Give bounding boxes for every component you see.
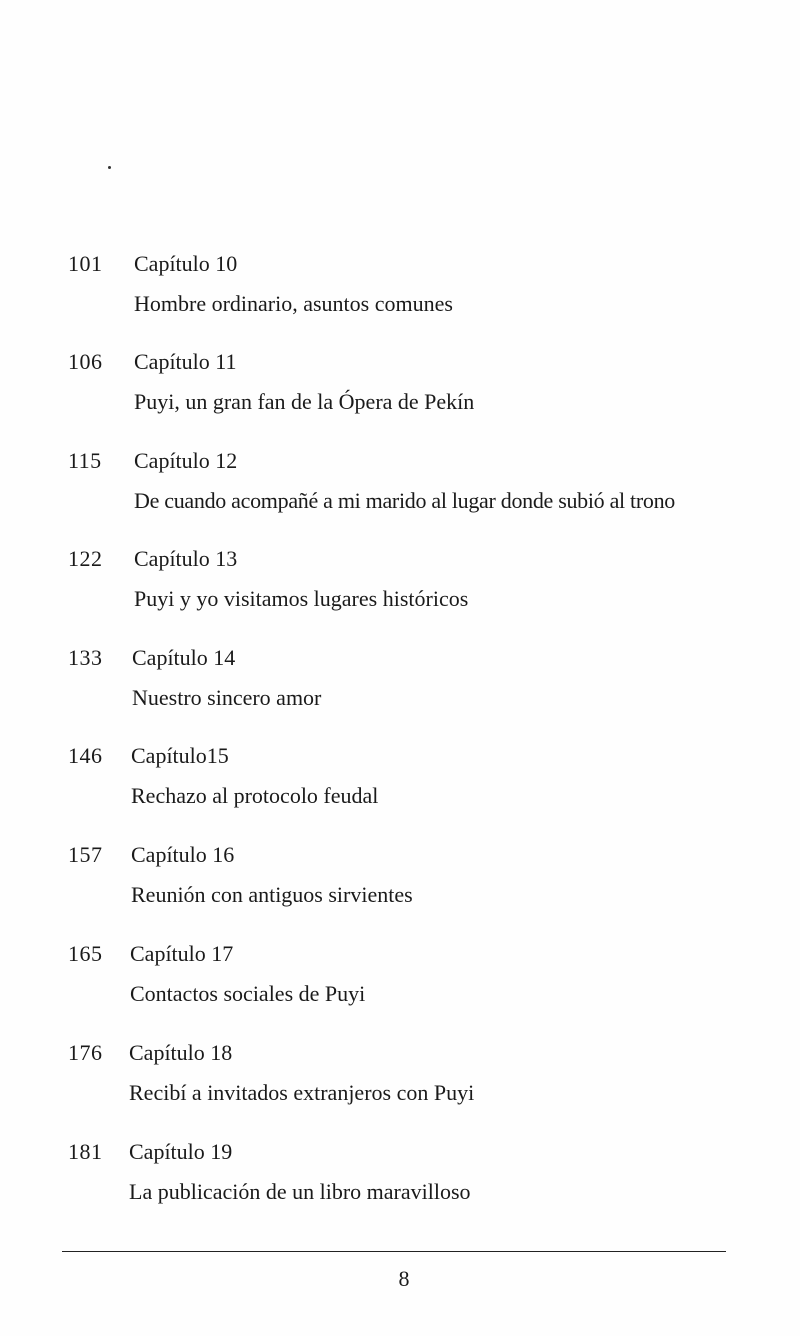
toc-chapter-label: Capítulo 10 [134,251,238,276]
toc-entry [0,349,800,439]
toc-chapter-label: Capítulo 18 [129,1040,233,1065]
toc-chapter-label: Capítulo 11 [134,349,237,374]
toc-entry [0,743,800,833]
toc-entry [0,448,800,538]
toc-chapter-title: Puyi y yo visitamos lugares históricos [134,586,469,611]
toc-entry [0,1040,800,1130]
toc-entry [0,842,800,932]
toc-chapter-title: La publicación de un libro maravilloso [129,1179,471,1204]
toc-page-number: 146 [68,743,103,768]
toc-chapter-label: Capítulo 19 [129,1139,233,1164]
toc-chapter-label: Capítulo15 [131,743,229,768]
toc-chapter-title: Reunión con antiguos sirvientes [131,882,413,907]
toc-entry [0,251,800,341]
toc-page-number: 165 [68,941,103,966]
toc-chapter-label: Capítulo 16 [131,842,235,867]
toc-chapter-label: Capítulo 12 [134,448,238,473]
toc-page-number: 176 [68,1040,103,1065]
toc-chapter-title: Contactos sociales de Puyi [130,981,366,1006]
toc-chapter-title: Puyi, un gran fan de la Ópera de Pekín [134,389,475,414]
ink-speck [108,166,111,169]
toc-page-number: 106 [68,349,103,374]
toc-chapter-title: Nuestro sincero amor [132,685,322,710]
toc-page-number: 115 [68,448,102,473]
toc-entry [0,645,800,735]
toc-page-number: 133 [68,645,103,670]
toc-entry [0,941,800,1031]
toc-chapter-label: Capítulo 14 [132,645,236,670]
toc-chapter-label: Capítulo 13 [134,546,238,571]
toc-page-number: 157 [68,842,103,867]
toc-chapter-title: Hombre ordinario, asuntos comunes [134,291,453,316]
toc-chapter-title: Rechazo al protocolo feudal [131,783,379,808]
toc-entry [0,546,800,636]
toc-chapter-label: Capítulo 17 [130,941,234,966]
toc-entry [0,1139,800,1229]
toc-page-number: 122 [68,546,103,571]
toc-chapter-title: De cuando acompañé a mi marido al lugar donde subió al trono [134,488,675,513]
toc-chapter-title: Recibí a invitados extranjeros con Puyi [129,1080,475,1105]
footer-divider [62,1251,726,1252]
toc-page-number: 181 [68,1139,103,1164]
toc-page-number: 101 [68,251,103,276]
page-number: 8 [398,1266,410,1291]
